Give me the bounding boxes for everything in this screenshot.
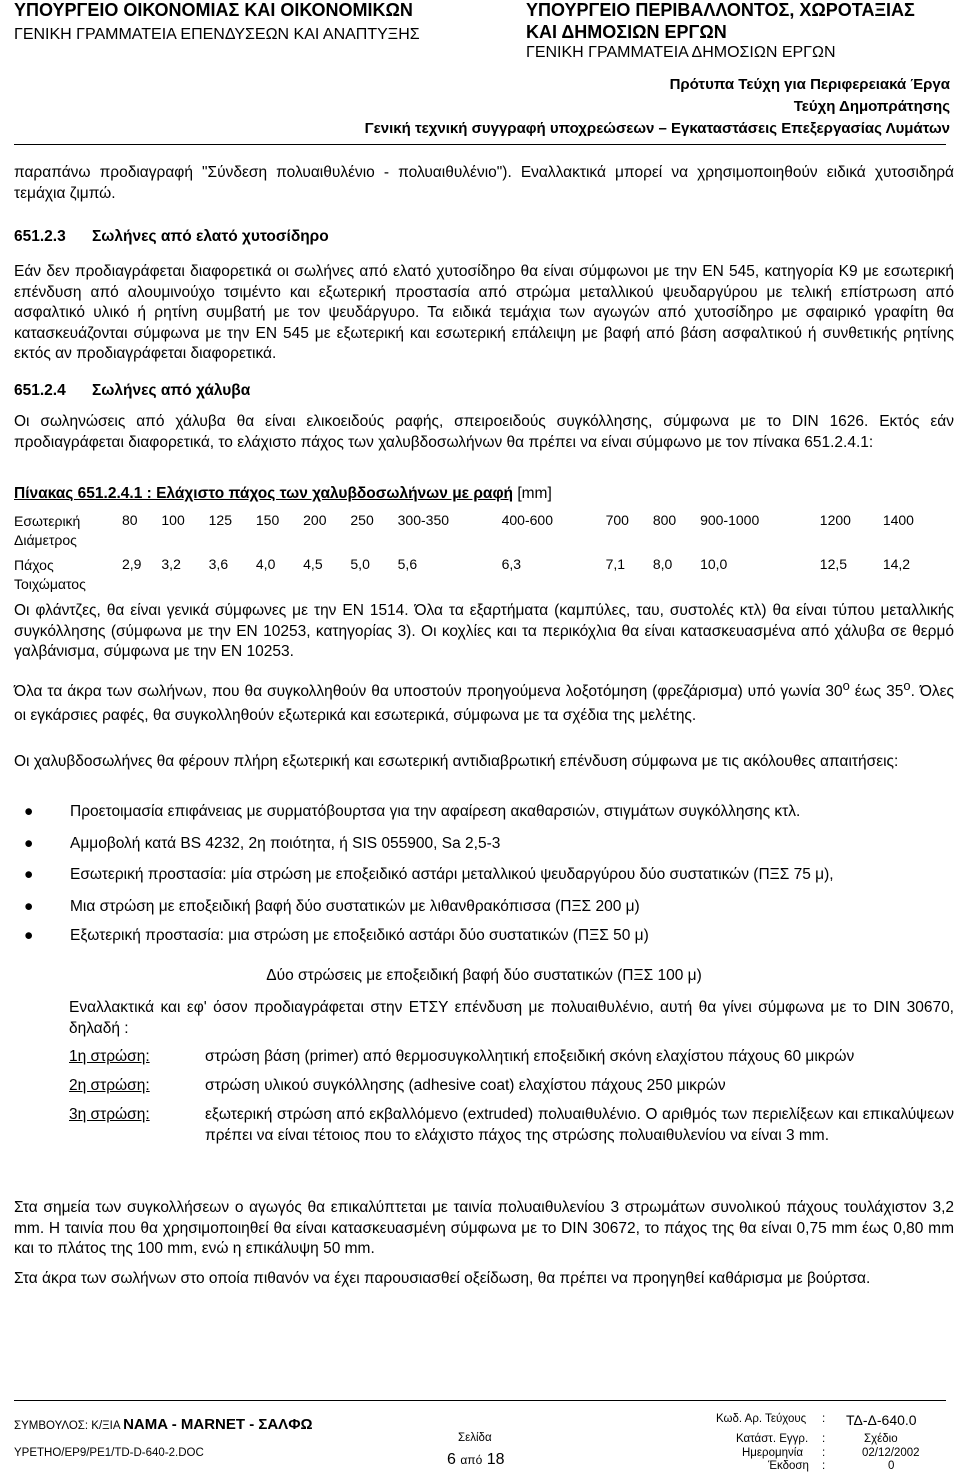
footer-status: Σχέδιο xyxy=(864,1433,898,1445)
list-item: ● Αμμοβολή κατά BS 4232, 2η ποιότητα, ή SIS 055900, Sa 2,5-3 xyxy=(24,834,501,852)
table-cell: 200 xyxy=(303,512,327,528)
table-cell: 7,1 xyxy=(605,556,626,572)
table-cell: 5,6 xyxy=(397,556,418,572)
footer-page-number: 6 από 18 xyxy=(447,1451,505,1468)
requirements-paragraph: Οι χαλυβδοσωλήνες θα φέρουν πλήρη εξωτερική και εσωτερική αντιδιαβρωτική επένδυση σύμφωνα με τις ακόλουθες απαιτήσεις: xyxy=(14,753,899,770)
footer-volume-code: ΤΔ-Δ-640.0 xyxy=(846,1412,917,1428)
table-cell: 1400 xyxy=(882,512,914,528)
footer-key: Ημερομηνία xyxy=(742,1447,803,1459)
header-left-title: ΥΠΟΥΡΓΕΙΟ ΟΙΚΟΝΟΜΙΑΣ ΚΑΙ ΟΙΚΟΝΟΜΙΚΩΝ xyxy=(14,0,413,20)
section-number: 651.2.3 xyxy=(14,228,66,245)
bullet-continuation: Δύο στρώσεις με εποξειδική βαφή δύο συστατικών (ΠΞΣ 100 μ) xyxy=(266,967,702,984)
footer-document-file: YPETHO/EP9/PE1/TD-D-640-2.DOC xyxy=(14,1447,204,1459)
table-unit: [mm] xyxy=(517,485,552,502)
table-cell: 400-600 xyxy=(501,512,553,528)
section-title: Σωλήνες από χάλυβα xyxy=(92,382,251,399)
table-cell: 150 xyxy=(255,512,280,528)
table-cell: 300-350 xyxy=(397,512,450,528)
header-divider xyxy=(14,144,946,145)
footer-key: Έκδοση xyxy=(768,1460,809,1472)
coat-label: 1η στρώση: xyxy=(69,1048,150,1065)
coat-text: στρώση βάση (primer) από θερμοσυγκολλητική εποξειδική σκόνη ελαχίστου πάχους 60 μικρών xyxy=(205,1048,855,1065)
footer-key: Κατάστ. Εγγρ. xyxy=(736,1433,809,1445)
pipe-ends-paragraph: Όλα τα άκρα των σωλήνων, που θα συγκολληθούν θα υποστούν προηγούμενα λοξοτόμηση (φρεζάρισμα) υπό γωνία 30$^o$ έως 35$^o$. Όλες οι εγκάρσιες ραφές, θα συγκολληθούν εξωτερικά και εσωτερικά, σύμφωνα με τα σχέδια της μελέτης. xyxy=(14,678,954,725)
table-cell: 900-1000 xyxy=(700,512,760,528)
coat-row xyxy=(69,1105,954,1146)
table-cell: 800 xyxy=(652,512,677,528)
coat-text: εξωτερική στρώση από εκβαλλόμενο (extruded) πολυαιθυλένιο. Ο αριθμός των περιελίξεων και επικαλύψεων πρέπει να είναι τέτοιος που το ελάχιστο πάχος της στρώσης πολυαιθυλενίου να είναι 3 mm. xyxy=(205,1106,954,1144)
table-cell: 14,2 xyxy=(882,556,911,572)
coating-bullet-list xyxy=(14,802,954,947)
section-651-2-4-heading xyxy=(14,381,954,402)
table-cell: 700 xyxy=(605,512,629,528)
footer-divider xyxy=(14,1400,946,1401)
header-series: Πρότυπα Τεύχη για Περιφερειακά Έργα xyxy=(669,76,950,93)
advisor-name: NAMA - MARNET - ΣΑΛΦΩ xyxy=(123,1416,313,1433)
header-right-subtitle: ΓΕΝΙΚΗ ΓΡΑΜΜΑΤΕΙΑ ΔΗΜΟΣΙΩΝ ΕΡΓΩΝ xyxy=(526,44,836,61)
footer-sep: : xyxy=(822,1433,826,1445)
table-cell: 10,0 xyxy=(700,556,728,572)
table-cell: 12,5 xyxy=(819,556,848,572)
coat-label: 3η στρώση: xyxy=(69,1106,150,1123)
header-right-title-2: ΚΑΙ ΔΗΜΟΣΙΩΝ ΕΡΓΩΝ xyxy=(526,22,727,42)
footer-sep: : xyxy=(822,1460,826,1472)
coat-label: 2η στρώση: xyxy=(69,1076,150,1094)
footer-sep: : xyxy=(822,1413,826,1425)
header-right-title: ΥΠΟΥΡΓΕΙΟ ΠΕΡΙΒΑΛΛΟΝΤΟΣ, ΧΩΡΟΤΑΞΙΑΣ xyxy=(526,0,915,20)
table-cell: 5,0 xyxy=(350,556,370,572)
section-651-2-4-text: Οι σωληνώσεις από χάλυβα θα είναι ελικοειδούς ραφής, σπειροειδούς συγκόλλησης, σύμφωνα με το DIN 1626. Εκτός εάν προδιαγράφεται διαφορετικά, το ελάχιστο πάχος των χαλυβδοσωλήνων θα πρέπει να είναι σύμφωνο με τον πίνακα 651.2.4.1: xyxy=(14,413,954,451)
footer-page-label: Σελίδα xyxy=(458,1432,492,1444)
row-label: Πάχος Τοιχώματος xyxy=(14,557,86,592)
thickness-table xyxy=(14,512,946,598)
table-cell: 100 xyxy=(161,512,185,528)
table-row xyxy=(14,556,946,598)
table-cell: 3,6 xyxy=(208,556,229,572)
header-document-title: Γενική τεχνική συγγραφή υποχρεώσεων – Εγκαταστάσεις Επεξεργασίας Λυμάτων xyxy=(364,120,950,137)
list-item: ● Εσωτερική προστασία: μία στρώση με εποξειδικό αστάρι μεταλλικού ψευδαργύρου δύο συστατικών (ΠΞΣ 75 μ), xyxy=(24,866,834,883)
table-cell: 125 xyxy=(208,512,232,528)
coat-text: στρώση υλικού συγκόλλησης (adhesive coat) ελαχίστου πάχους 250 μικρών xyxy=(205,1076,726,1094)
section-651-2-3-text: Εάν δεν προδιαγράφεται διαφορετικά οι σωλήνες από ελατό χυτοσίδηρο θα είναι σύμφωνοι με την EN 545, κατηγορία K9 με εσωτερική επένδυση από αλουμινούχο τσιμέντο και εξωτερική προστασία από στρώμα μεταλλικού ψευδαργύρου με τελική επίστρωση από ασφαλτικό υλικό ή ρητίνη συμβατή με τον ψευδάργυρο. Τα ειδικά τεμάχια των αγωγών από χυτοσίδηρο με σφαιρικό γραφίτη θα κατασκευάζονται σύμφωνα με την EN 545 με εξωτερική και εσωτερική επάλειψη με βαφή από βάση ασφαλτικού ή συνθετικής ρητίνης εκτός αν προδιαγράφεται διαφορετικά. xyxy=(14,263,954,362)
coat-row xyxy=(69,1076,954,1097)
table-cell: 1200 xyxy=(819,512,851,528)
footer-sep: : xyxy=(822,1447,826,1459)
table-caption xyxy=(14,484,954,505)
footer-key: Κωδ. Αρ. Τεύχους xyxy=(716,1413,807,1425)
list-item: ● Προετοιμασία επιφάνειας με συρματόβουρτσα για την αφαίρεση ακαθαρσιών, στιγμάτων συγκόλλησης κτλ. xyxy=(24,803,801,820)
table-cell: 4,0 xyxy=(255,556,276,572)
table-cell: 4,5 xyxy=(303,556,323,572)
polyethylene-coats xyxy=(69,1047,954,1146)
table-cell: 6,3 xyxy=(501,556,522,572)
advisor-label: ΣΥΜΒΟΥΛΟΣ: Κ/ΞΙΑ xyxy=(14,1420,120,1432)
row-label: Εσωτερική Διάμετρος xyxy=(14,513,81,548)
footer-date: 02/12/2002 xyxy=(862,1447,920,1459)
footer-advisor xyxy=(14,1416,313,1433)
table-cell: 80 xyxy=(122,512,138,528)
table-cell: 2,9 xyxy=(122,556,142,572)
table-cell: 250 xyxy=(350,512,374,528)
list-item: ● Μια στρώση με εποξειδική βαφή δύο συστατικών με λιθανθρακόπισσα (ΠΞΣ 200 μ) xyxy=(24,897,640,915)
flanges-paragraph: Οι φλάντζες, θα είναι γενικά σύμφωνες με την EN 1514. Όλα τα εξαρτήματα (καμπύλες, ταυ, συστολές κτλ) θα είναι τύπου μεταλλικής συγκόλλησης (σύμφωνα με την EN 10253, κατηγορίας 3). Οι κοχλίες και τα περικόχλια θα είναι κατασκευασμένα από χάλυβα σε θερμό γαλβάνισμα, σύμφωνα με την EN 10253. xyxy=(14,602,954,660)
header-left-subtitle: ΓΕΝΙΚΗ ΓΡΑΜΜΑΤΕΙΑ ΕΠΕΝΔΥΣΕΩΝ ΚΑΙ ΑΝΑΠΤΥΞΗΣ xyxy=(14,26,420,43)
table-row xyxy=(14,512,946,556)
degree-symbol: o xyxy=(903,678,911,693)
table-cell: 3,2 xyxy=(161,556,181,572)
section-number: 651.2.4 xyxy=(14,382,66,399)
section-651-2-3-heading xyxy=(14,227,954,248)
header-volume: Τεύχη Δημοπράτησης xyxy=(793,98,950,115)
welds-paragraph: Στα σημεία των συγκολλήσεων ο αγωγός θα επικαλύπτεται με ταινία πολυαιθυλενίου 3 στρωμάτων συνολικού πάχους τουλάχιστον 3,2 mm. Η ταινία που θα χρησιμοποιηθεί θα είναι κατασκευασμένη σύμφωνα με το DIN 30672, το πάχος της θα είναι 0,75 mm έως 0,80 mm και το πλάτος της 100 mm, ενώ η επικάλυψη 50 mm. xyxy=(14,1199,954,1257)
section-title: Σωλήνες από ελατό χυτοσίδηρο xyxy=(92,228,329,245)
list-item: ● Εξωτερική προστασία: μια στρώση με εποξειδικό αστάρι δύο συστατικών (ΠΞΣ 50 μ) xyxy=(24,927,649,944)
polyethylene-alternative: Εναλλακτικά και εφ' όσον προδιαγράφεται στην ΕΤΣΥ επένδυση με πολυαιθυλένιο, αυτή θα γίνει σύμφωνα με το DIN 30670, δηλαδή : xyxy=(69,999,954,1037)
final-paragraph: Στα άκρα των σωλήνων στο οποία πιθανόν να έχει παρουσιασθεί οξείδωση, θα πρέπει να προηγηθεί καθάρισμα με βούρτσα. xyxy=(14,1270,871,1287)
table-cell: 8,0 xyxy=(652,556,673,572)
footer-edition: 0 xyxy=(888,1460,895,1472)
intro-paragraph: παραπάνω προδιαγραφή "Σύνδεση πολυαιθυλένιο - πολυαιθυλένιο"). Εναλλακτικά μπορεί να χρησιμοποιηθούν ειδικά χυτοσιδηρά τεμάχια ζιμπώ. xyxy=(14,164,954,202)
coat-row xyxy=(69,1047,954,1068)
table-title: Πίνακας 651.2.4.1 : Ελάχιστο πάχος των χαλυβδοσωλήνων με ραφή xyxy=(14,485,514,502)
degree-symbol: o xyxy=(842,678,850,693)
